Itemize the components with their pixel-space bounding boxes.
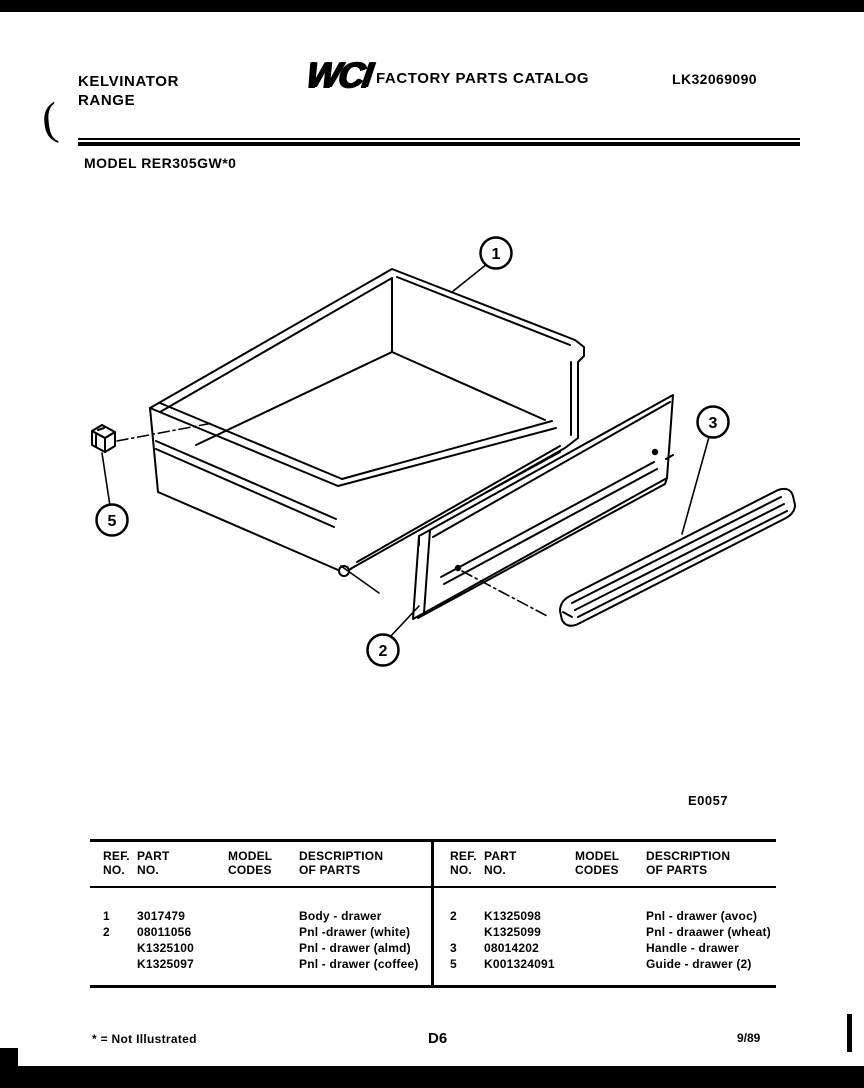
col-ref-header: REF. xyxy=(450,849,477,863)
catalog-number: LK32069090 xyxy=(672,71,757,87)
col-ref-header2: NO. xyxy=(450,863,472,877)
col-ref-header: REF. xyxy=(103,849,130,863)
table-row xyxy=(90,908,431,924)
cell-ref: 3 xyxy=(450,941,457,955)
cell-desc: Guide - drawer (2) xyxy=(646,957,752,971)
col-part-header: PART xyxy=(137,849,170,863)
cell-codes xyxy=(228,924,299,940)
cell-ref: 2 xyxy=(103,925,110,939)
cell-desc: Handle - drawer xyxy=(646,941,740,955)
table-body-left xyxy=(90,908,431,972)
parts-table xyxy=(90,839,776,988)
cell-codes xyxy=(228,908,299,924)
col-codes-header: MODEL xyxy=(228,849,273,863)
col-part-header2: NO. xyxy=(484,863,506,877)
col-codes-header2: CODES xyxy=(575,863,619,877)
col-part-header: PART xyxy=(484,849,517,863)
cell-codes xyxy=(228,940,299,956)
cell-part: K001324091 xyxy=(484,957,555,971)
callout-3-number: 3 xyxy=(708,415,718,432)
cell-codes xyxy=(575,956,646,972)
callout-balloons xyxy=(97,238,729,666)
cell-desc: Pnl - draawer (wheat) xyxy=(646,925,771,939)
callout-5-number: 5 xyxy=(107,513,117,530)
drawer-guide-part xyxy=(92,425,115,452)
callout-1-number: 1 xyxy=(491,246,501,263)
scan-paren-artifact: ( xyxy=(39,92,60,145)
table-row xyxy=(90,940,431,956)
col-desc-header: DESCRIPTION xyxy=(299,849,384,863)
cell-part: K1325100 xyxy=(137,941,194,955)
table-row xyxy=(434,924,775,940)
parts-table-left xyxy=(90,842,431,985)
cell-ref xyxy=(103,940,137,956)
table-row xyxy=(90,956,431,972)
col-desc-header2: OF PARTS xyxy=(646,863,708,877)
leader-lines xyxy=(102,264,709,637)
cell-desc: Pnl - drawer (almd) xyxy=(299,941,411,955)
cell-desc: Pnl -drawer (white) xyxy=(299,925,411,939)
col-codes-header2: CODES xyxy=(228,863,272,877)
table-header-right xyxy=(434,849,775,877)
table-row xyxy=(90,924,431,940)
col-ref-header2: NO. xyxy=(103,863,125,877)
cell-desc: Pnl - drawer (coffee) xyxy=(299,957,419,971)
cell-ref: 5 xyxy=(450,957,457,971)
cell-desc: Body - drawer xyxy=(299,909,382,923)
cell-codes xyxy=(228,956,299,972)
brand-name: KELVINATOR xyxy=(78,73,180,90)
cell-part: 08014202 xyxy=(484,941,539,955)
cell-part: K1325099 xyxy=(484,925,541,939)
page-number: D6 xyxy=(428,1030,448,1047)
revision-date: 9/89 xyxy=(737,1031,761,1045)
col-desc-header: DESCRIPTION xyxy=(646,849,731,863)
table-body-right xyxy=(434,908,775,972)
cell-part: 08011056 xyxy=(137,925,192,939)
cell-desc: Pnl - drawer (avoc) xyxy=(646,909,758,923)
drawer-handle-part xyxy=(560,489,795,626)
col-desc-header2: OF PARTS xyxy=(299,863,361,877)
table-header-left xyxy=(90,849,431,877)
cell-part: 3017479 xyxy=(137,909,186,923)
table-row xyxy=(434,908,775,924)
cell-codes xyxy=(575,924,646,940)
wci-logo: WCI xyxy=(303,54,373,95)
cell-part: K1325097 xyxy=(137,957,194,971)
parts-table-right xyxy=(434,842,775,985)
cell-part: K1325098 xyxy=(484,909,541,923)
cell-ref xyxy=(450,924,484,940)
table-row xyxy=(434,940,775,956)
drawer-body-part xyxy=(150,269,584,576)
callout-2-number: 2 xyxy=(378,643,388,660)
not-illustrated-note: * = Not Illustrated xyxy=(92,1032,197,1046)
col-codes-header: MODEL xyxy=(575,849,620,863)
cell-ref: 2 xyxy=(450,909,457,923)
cell-codes xyxy=(575,908,646,924)
col-part-header2: NO. xyxy=(137,863,159,877)
appliance-type: RANGE xyxy=(78,92,136,109)
cell-ref: 1 xyxy=(103,909,110,923)
cell-codes xyxy=(575,940,646,956)
model-number: MODEL RER305GW*0 xyxy=(84,155,237,171)
table-row xyxy=(434,956,775,972)
cell-ref xyxy=(103,956,137,972)
figure-code: E0057 xyxy=(688,793,729,808)
catalog-title: FACTORY PARTS CATALOG xyxy=(376,70,590,87)
